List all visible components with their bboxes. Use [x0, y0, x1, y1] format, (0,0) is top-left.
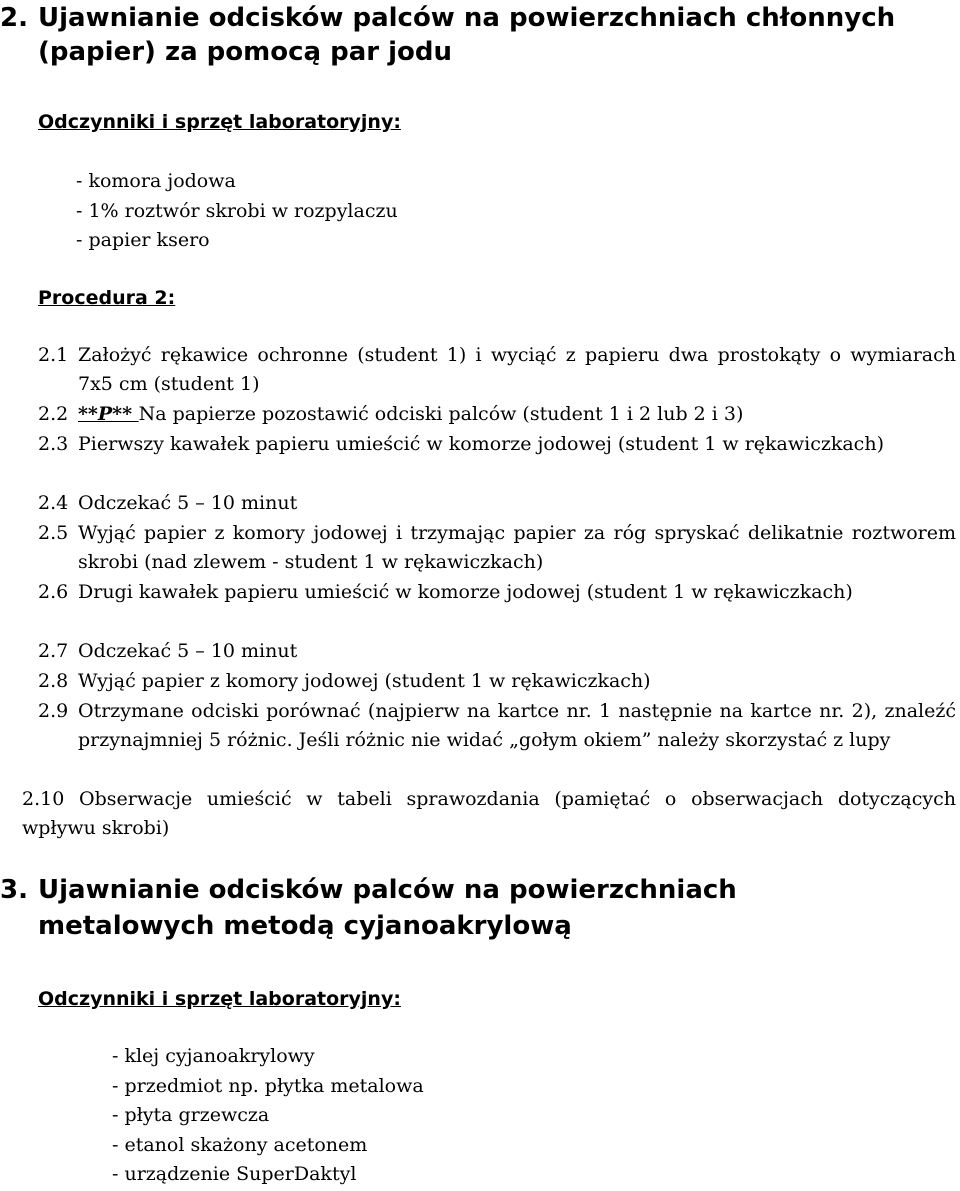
step-text: Wyjąć papier z komory jodowej i trzymając papier za róg spryskać delikatnie roztworem skrobi (nad zlewem - student 1 w rękawiczkach)	[78, 522, 956, 573]
material-item: - komora jodowa	[76, 170, 236, 192]
material-item: - przedmiot np. płytka metalowa	[112, 1074, 424, 1097]
step-number: 2.5	[38, 522, 69, 544]
section-2-number: 2.	[0, 3, 28, 33]
material-item: - papier ksero	[76, 229, 210, 251]
section-3-number: 3.	[0, 875, 28, 905]
step-number: 2.2	[38, 403, 69, 425]
section-3-materials-list	[112, 1042, 424, 1190]
procedure-step	[38, 489, 956, 518]
step-number: 2.10	[22, 788, 65, 810]
step-text: **P** Na papierze pozostawić odciski palców (student 1 i 2 lub 2 i 3)	[78, 403, 744, 425]
section-2-title-line1: Ujawnianie odcisków palców na powierzchniach chłonnych	[38, 3, 896, 33]
step-number: 2.4	[38, 492, 69, 514]
section-3-title-line2: metalowych metodą cyjanoakrylową	[38, 911, 572, 941]
section-2-title-line2: (papier) za pomocą par jodu	[38, 37, 453, 67]
material-item: - urządzenie SuperDaktyl	[112, 1163, 357, 1185]
section-3-materials-heading: Odczynniki i sprzęt laboratoryjny:	[38, 988, 401, 1010]
procedure-step	[38, 667, 956, 696]
procedure-step	[38, 341, 956, 399]
section-2-materials-heading: Odczynniki i sprzęt laboratoryjny:	[38, 111, 401, 133]
material-item: - etanol skażony acetonem	[112, 1133, 368, 1156]
material-item: - płyta grzewcza	[112, 1104, 270, 1126]
procedure-step	[38, 400, 956, 429]
step-number: 2.8	[38, 670, 69, 692]
procedure-step	[38, 578, 956, 607]
procedure-heading: Procedura 2:	[38, 287, 176, 309]
step-text: Założyć rękawice ochronne (student 1) i wyciąć z papieru dwa prostokąty o wymiarach 7x5 cm (student 1)	[78, 344, 957, 395]
step-text: Odczekać 5 – 10 minut	[78, 640, 298, 662]
section-3-title-line1: Ujawnianie odcisków palców na powierzchniach	[38, 875, 737, 905]
step-number: 2.6	[38, 581, 69, 603]
step-text: Pierwszy kawałek papieru umieścić w komorze jodowej (student 1 w rękawiczkach)	[78, 433, 884, 455]
step-text: Wyjąć papier z komory jodowej (student 1 w rękawiczkach)	[78, 670, 651, 692]
p-marker: **P**	[78, 403, 139, 425]
step-text: Odczekać 5 – 10 minut	[78, 492, 298, 514]
section-3-title	[0, 872, 960, 909]
step-number: 2.7	[38, 640, 69, 662]
section-2-materials-list	[76, 167, 398, 256]
step-number: 2.3	[38, 433, 69, 455]
procedure-step	[38, 519, 956, 577]
procedure-step	[38, 697, 956, 755]
procedure-step-10: 2.10 Obserwacje umieścić w tabeli sprawozdania (pamiętać o obserwacjach dotyczących wpływu skrobi)	[22, 788, 957, 839]
procedure-step	[38, 637, 956, 666]
material-item: - 1% roztwór skrobi w rozpylaczu	[76, 199, 398, 222]
section-2-title	[0, 0, 960, 37]
step-text: Otrzymane odciski porównać (najpierw na kartce nr. 1 następnie na kartce nr. 2), znaleźć przynajmniej 5 różnic. Jeśli różnic nie widać „gołym okiem” należy skorzystać z lupy	[78, 700, 956, 751]
material-item: - klej cyjanoakrylowy	[112, 1045, 315, 1067]
step-number: 2.9	[38, 700, 69, 722]
procedure-step	[38, 430, 956, 459]
step-number: 2.1	[38, 344, 69, 366]
step-text: Drugi kawałek papieru umieścić w komorze jodowej (student 1 w rękawiczkach)	[78, 581, 853, 603]
